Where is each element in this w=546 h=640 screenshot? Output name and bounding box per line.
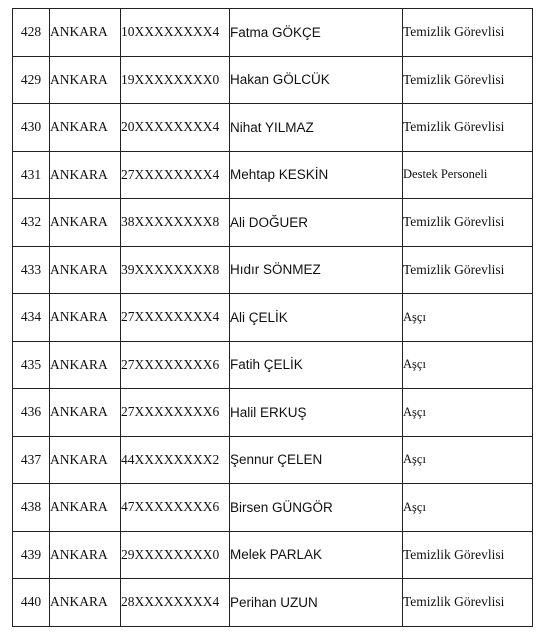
city-cell: ANKARA (50, 531, 121, 579)
row-number-cell: 435 (13, 341, 50, 389)
city-cell: ANKARA (50, 389, 121, 437)
city-cell: ANKARA (50, 9, 121, 57)
table-row (13, 9, 533, 57)
row-number-cell: 439 (13, 531, 50, 579)
name-cell: Şennur ÇELEN (230, 436, 403, 484)
table-row (13, 104, 533, 152)
id-number-cell: 27XXXXXXXX4 (121, 294, 230, 342)
city-cell: ANKARA (50, 579, 121, 627)
table-row (13, 436, 533, 484)
name-cell: Birsen GÜNGÖR (230, 484, 403, 532)
table-row (13, 389, 533, 437)
id-number-cell: 27XXXXXXXX4 (121, 151, 230, 199)
id-number-cell: 28XXXXXXXX4 (121, 579, 230, 627)
table-row (13, 151, 533, 199)
role-cell: Temizlik Görevlisi (403, 56, 533, 104)
id-number-cell: 29XXXXXXXX0 (121, 531, 230, 579)
city-cell: ANKARA (50, 246, 121, 294)
id-number-cell: 39XXXXXXXX8 (121, 246, 230, 294)
role-cell: Aşçı (403, 484, 533, 532)
name-cell: Melek PARLAK (230, 531, 403, 579)
row-number-cell: 430 (13, 104, 50, 152)
id-number-cell: 47XXXXXXXX6 (121, 484, 230, 532)
id-number-cell: 10XXXXXXXX4 (121, 9, 230, 57)
personnel-table (12, 8, 533, 627)
role-cell: Aşçı (403, 294, 533, 342)
name-cell: Fatma GÖKÇE (230, 9, 403, 57)
id-number-cell: 27XXXXXXXX6 (121, 341, 230, 389)
row-number-cell: 428 (13, 9, 50, 57)
row-number-cell: 437 (13, 436, 50, 484)
row-number-cell: 436 (13, 389, 50, 437)
city-cell: ANKARA (50, 199, 121, 247)
table-row (13, 56, 533, 104)
row-number-cell: 432 (13, 199, 50, 247)
city-cell: ANKARA (50, 484, 121, 532)
table-row (13, 531, 533, 579)
table-row (13, 246, 533, 294)
name-cell: Fatih ÇELİK (230, 341, 403, 389)
city-cell: ANKARA (50, 151, 121, 199)
role-cell: Temizlik Görevlisi (403, 104, 533, 152)
name-cell: Mehtap KESKİN (230, 151, 403, 199)
name-cell: Nihat YILMAZ (230, 104, 403, 152)
row-number-cell: 438 (13, 484, 50, 532)
row-number-cell: 431 (13, 151, 50, 199)
role-cell: Temizlik Görevlisi (403, 9, 533, 57)
city-cell: ANKARA (50, 341, 121, 389)
row-number-cell: 433 (13, 246, 50, 294)
id-number-cell: 19XXXXXXXX0 (121, 56, 230, 104)
role-cell: Aşçı (403, 436, 533, 484)
name-cell: Hıdır SÖNMEZ (230, 246, 403, 294)
city-cell: ANKARA (50, 56, 121, 104)
city-cell: ANKARA (50, 436, 121, 484)
role-cell: Temizlik Görevlisi (403, 579, 533, 627)
city-cell: ANKARA (50, 294, 121, 342)
role-cell: Aşçı (403, 389, 533, 437)
table-row (13, 294, 533, 342)
row-number-cell: 434 (13, 294, 50, 342)
id-number-cell: 20XXXXXXXX4 (121, 104, 230, 152)
id-number-cell: 44XXXXXXXX2 (121, 436, 230, 484)
table-row (13, 199, 533, 247)
name-cell: Hakan GÖLCÜK (230, 56, 403, 104)
name-cell: Ali DOĞUER (230, 199, 403, 247)
row-number-cell: 440 (13, 579, 50, 627)
id-number-cell: 27XXXXXXXX6 (121, 389, 230, 437)
role-cell: Temizlik Görevlisi (403, 531, 533, 579)
table-row (13, 579, 533, 627)
table-row (13, 341, 533, 389)
row-number-cell: 429 (13, 56, 50, 104)
name-cell: Perihan UZUN (230, 579, 403, 627)
name-cell: Ali ÇELİK (230, 294, 403, 342)
role-cell: Temizlik Görevlisi (403, 246, 533, 294)
name-cell: Halil ERKUŞ (230, 389, 403, 437)
id-number-cell: 38XXXXXXXX8 (121, 199, 230, 247)
role-cell: Aşçı (403, 341, 533, 389)
city-cell: ANKARA (50, 104, 121, 152)
table-row (13, 484, 533, 532)
role-cell: Destek Personeli (403, 151, 533, 199)
role-cell: Temizlik Görevlisi (403, 199, 533, 247)
